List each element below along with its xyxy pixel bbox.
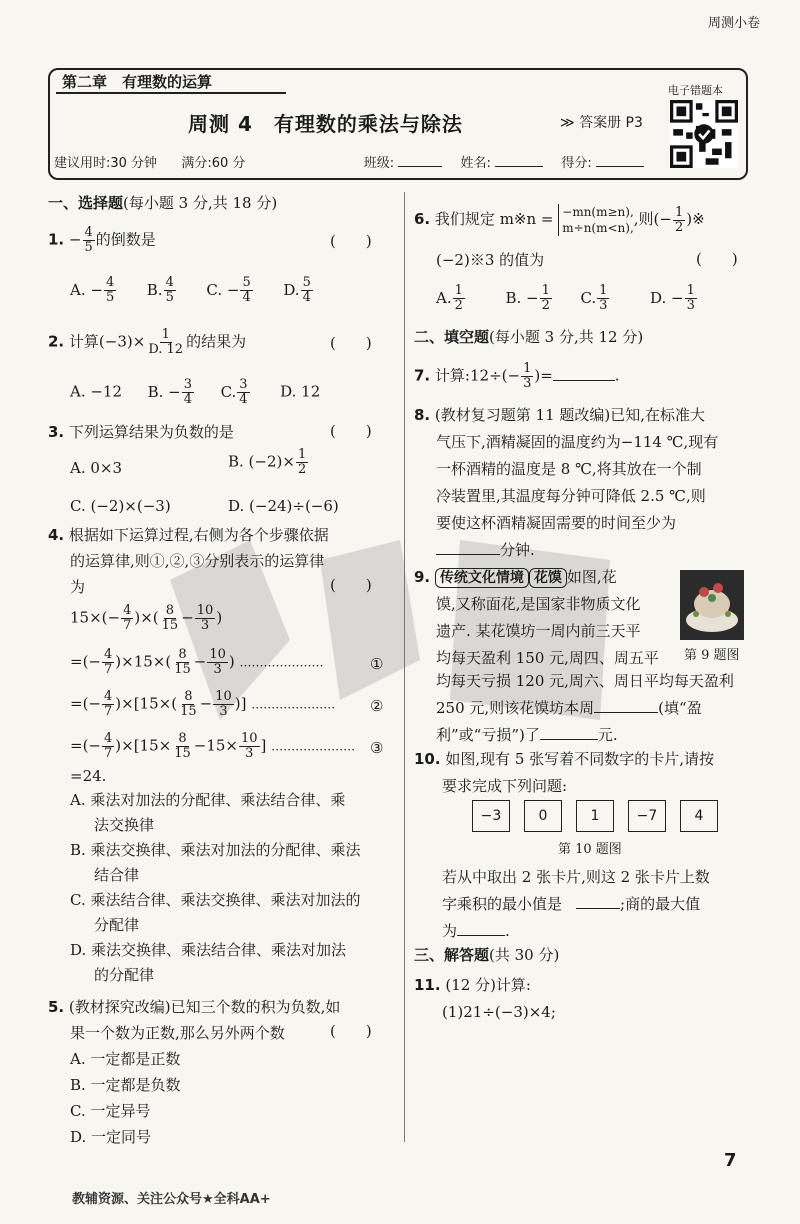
q1-option-b[interactable] <box>146 275 177 305</box>
q4-step0: 15×(− $\frac{4}{7}$ )×( $\frac{8}{15}$ − $\frac{10}{3}$ ) <box>70 603 223 633</box>
q3-option-d[interactable]: D. (−24)÷(−6) <box>228 497 339 515</box>
q6-text1: 我们规定 m※n = <box>434 210 554 228</box>
q1-d-label: D. <box>283 280 300 299</box>
q10-line4: 字乘积的最小值是 <box>442 895 563 913</box>
q10-figure-caption: 第 10 题图 <box>558 842 622 857</box>
q1-b-frac <box>164 276 176 305</box>
q4-a1: A. 乘法对加法的分配律、乘法结合律、乘 <box>70 791 346 809</box>
q6-number: 6. <box>414 210 431 228</box>
question-9 <box>414 564 684 672</box>
q9-line4: 均每天盈利 150 元,周四、周五平 <box>436 649 659 667</box>
chapter-underline <box>56 92 286 94</box>
q9-cont <box>436 668 756 749</box>
q3-option-b[interactable] <box>228 448 309 477</box>
q5-answer-paren[interactable]: ( ) <box>330 1022 372 1040</box>
q4-s3-f2d: 15 <box>174 746 191 761</box>
q5-line2: 果一个数为正数,那么另外两个数 <box>70 1024 285 1042</box>
q6-c-n: 1 <box>599 283 608 298</box>
q2-option-a[interactable]: A. −12 <box>70 382 123 401</box>
q4-option-d[interactable] <box>70 938 400 988</box>
q9-line7b: 元. <box>597 726 618 744</box>
suggest-time: 建议用时:30 分钟 <box>54 156 158 171</box>
q6-option-c[interactable] <box>580 283 610 313</box>
q3-answer-paren[interactable]: ( ) <box>330 422 372 440</box>
chapter-title: 第二章 有理数的运算 <box>62 73 213 91</box>
q6-b-n: 1 <box>541 283 550 298</box>
q10-line3: 若从中取出 2 张卡片,则这 2 张卡片上数 <box>442 868 710 886</box>
q6-a-d: 2 <box>454 298 463 313</box>
q1-c-d: 4 <box>242 290 251 305</box>
q5-option-c[interactable]: C. 一定异号 <box>70 1102 151 1120</box>
q1-c-n: 5 <box>242 275 251 290</box>
q4-s2-dots: ………………… <box>251 697 336 712</box>
question-11 <box>414 972 754 1026</box>
q6-d-n: 1 <box>686 283 695 298</box>
q7-text2: )= <box>534 366 553 385</box>
q2-options <box>70 378 390 407</box>
q4-step-end: =24. <box>70 767 107 785</box>
q7-end: . <box>614 366 620 385</box>
q3-b-n: 1 <box>297 447 307 462</box>
q1-a-frac <box>104 276 116 305</box>
q9-blank-2[interactable] <box>540 739 598 740</box>
q4-line2: 的运算律,则①,②,③分别表示的运算律 <box>70 552 325 570</box>
q6-d-d: 3 <box>686 298 695 313</box>
q9-line7: 利”或“亏损”)了 <box>436 726 540 744</box>
q3-option-a[interactable]: A. 0×3 <box>70 459 123 477</box>
q7-text1: 计算:12÷(− <box>434 366 521 385</box>
q6-c-label: C. <box>580 288 597 307</box>
score-blank[interactable] <box>596 166 644 167</box>
q4-b2: 结合律 <box>94 866 140 884</box>
q4-number: 4. <box>48 526 65 544</box>
q4-s0-f2d: 15 <box>161 618 179 633</box>
q7-answer-blank[interactable] <box>553 380 615 381</box>
name-blank[interactable] <box>495 166 543 167</box>
q6-piecewise <box>558 204 634 236</box>
q4-s1-f1n: 4 <box>104 647 113 662</box>
q4-s1-f1d: 7 <box>104 662 113 677</box>
q6-b-d: 2 <box>541 298 550 313</box>
q3-b-d: 2 <box>297 462 307 477</box>
q4-s3-f3 <box>239 732 260 761</box>
q4-s3-f1n: 4 <box>104 731 113 746</box>
q4-s0-f1n: 4 <box>123 603 132 618</box>
q4-s3-f1d: 7 <box>104 746 113 761</box>
top-tag: 周测小卷 <box>707 16 760 31</box>
q6-c-frac <box>597 284 609 313</box>
q6-options <box>436 284 756 313</box>
q2-option-b[interactable] <box>147 377 195 407</box>
q7-frac <box>521 362 533 391</box>
q10-line5: 为 <box>442 922 458 940</box>
page-number: 7 <box>724 1150 737 1171</box>
question-2 <box>48 328 246 357</box>
q4-b1: B. 乘法交换律、乘法对加法的分配律、乘法 <box>70 841 361 859</box>
q5-line1: (教材探究改编)已知三个数的积为负数,如 <box>68 998 341 1016</box>
q2-n: 1 <box>161 327 170 342</box>
q10-line1: 如图,现有 5 张写着不同数字的卡片,请按 <box>445 750 714 768</box>
q1-d-d: 4 <box>302 290 311 305</box>
q4-s3-f1 <box>102 732 114 761</box>
q4-s3-f2 <box>172 732 193 761</box>
q4-line1: 根据如下运算过程,右侧为各个步骤依据 <box>68 526 329 544</box>
q6-option-b[interactable] <box>505 283 552 313</box>
q4-s0-f3n: 10 <box>196 603 214 618</box>
q6-d: 2 <box>674 219 684 235</box>
q9-line6: 250 元,则该花馍坊本周 <box>436 699 595 717</box>
q1-c-label: C. − <box>206 280 240 299</box>
q3-text: 下列运算结果为负数的是 <box>68 423 234 441</box>
q4-c1: C. 乘法结合律、乘法交换律、乘法对加法的 <box>70 891 361 909</box>
q9-line6b: (填“盈 <box>658 699 702 717</box>
q4-s2-f2d: 15 <box>180 704 197 719</box>
q4-s3-dots: ………………… <box>271 739 356 754</box>
q4-option-a[interactable] <box>70 788 400 838</box>
q4-s1-f2d: 15 <box>174 662 191 677</box>
q4-s1-f2 <box>172 648 193 677</box>
q9-line5: 均每天亏损 120 元,周六、周日平均每天盈利 <box>436 672 734 690</box>
q4-s0-f1d: 7 <box>123 618 132 633</box>
q4-s3-f2n: 8 <box>178 731 187 746</box>
q1-a-label: A. − <box>70 280 103 299</box>
q2-c-n: 3 <box>239 377 248 392</box>
q11-line1: (12 分)计算: <box>445 976 531 994</box>
q1-b-label: B. <box>146 280 163 299</box>
q2-c-label: C. <box>220 382 237 401</box>
q6-d-frac <box>685 284 697 313</box>
q4-s3-a: =(− <box>70 736 101 755</box>
q6-option-a[interactable] <box>436 283 466 313</box>
q5-number: 5. <box>48 998 65 1016</box>
q10-blank-2[interactable] <box>457 935 505 936</box>
q3-b-frac <box>296 448 308 477</box>
q6-case1: −mn(m≥n), <box>562 205 634 219</box>
q9-line1: 如图,花 <box>566 568 617 586</box>
q1-a-d: 5 <box>105 290 115 305</box>
q4-s2-f2n: 8 <box>184 689 193 704</box>
card-1: −3 <box>472 800 510 832</box>
class-label: 班级: <box>363 156 395 171</box>
q4-mark-2: ② <box>370 697 384 715</box>
q4-mark-1: ① <box>370 655 384 673</box>
section-2-sub: (每小题 3 分,共 12 分) <box>489 328 644 346</box>
q1-text: 的倒数是 <box>95 230 156 249</box>
q4-option-c[interactable] <box>70 888 400 938</box>
q4-s0-f1 <box>121 604 133 633</box>
q7-d: 3 <box>523 376 532 391</box>
q6-a-frac <box>453 284 465 313</box>
q4-step3: =(− $\frac{4}{7}$ )×[15× $\frac{8}{15}$ −15× $\frac{10}{3}$ ] ………………… <box>70 731 356 761</box>
q1-fraction <box>83 226 95 255</box>
q9-tag-context: 传统文化情境 <box>435 568 529 588</box>
q7-number: 7. <box>414 366 431 385</box>
q1-answer-paren[interactable]: ( ) <box>330 232 372 250</box>
q7-n: 1 <box>523 361 532 376</box>
q2-c-d: 4 <box>239 392 248 407</box>
question-7 <box>414 362 620 391</box>
q5-option-d[interactable]: D. 一定同号 <box>70 1128 152 1146</box>
q1-number: 1. <box>48 230 65 249</box>
q10-line5b: . <box>505 922 510 940</box>
section-3-label: 三、解答题 <box>414 946 490 964</box>
q2-answer-paren[interactable]: ( ) <box>330 334 372 352</box>
q8-line5: 要使这杯酒精凝固需要的时间至少为 <box>436 514 677 532</box>
q4-s0-f2n: 8 <box>165 603 175 618</box>
q6-c-d: 3 <box>599 298 608 313</box>
section-3-title <box>414 944 559 965</box>
q2-text1: 计算(−3)× <box>68 332 146 351</box>
q4-a2: 法交换律 <box>94 816 155 834</box>
class-blank[interactable] <box>398 166 442 167</box>
section-1-label: 一、选择题 <box>48 194 124 212</box>
q4-step2: =(− $\frac{4}{7}$ )×[15×( $\frac{8}{15}$ − $\frac{10}{3}$ )] ………………… <box>70 689 336 719</box>
q4-s0-f3 <box>195 604 216 633</box>
q4-s1-f2n: 8 <box>178 647 187 662</box>
q5-option-a[interactable]: A. 一定都是正数 <box>70 1050 181 1068</box>
q1-lead: − <box>68 230 82 249</box>
q4-s2-f1n: 4 <box>104 689 113 704</box>
q2-option-d[interactable]: D. 12 <box>280 382 321 401</box>
q1-options <box>70 276 390 305</box>
q4-s2-f3d: 3 <box>219 704 228 719</box>
q4-mark-3: ③ <box>370 739 384 757</box>
q2-b-label: B. − <box>147 382 181 401</box>
q9-blank-1[interactable] <box>594 712 658 713</box>
q4-s0-a: 15×(− <box>70 608 121 627</box>
q9-figure-caption: 第 9 题图 <box>684 648 740 663</box>
q6-case2: m÷n(m<n), <box>562 221 634 235</box>
q4-s1-f1 <box>102 648 114 677</box>
q2-option-c[interactable] <box>220 377 251 407</box>
q6-option-d[interactable] <box>650 283 698 313</box>
q6-frac <box>673 206 685 235</box>
q1-d-n: 5 <box>302 275 311 290</box>
question-3 <box>48 420 234 444</box>
q4-d2: 的分配律 <box>94 966 155 984</box>
q1-option-a[interactable] <box>70 275 117 305</box>
q4-s0-f3d: 3 <box>200 618 210 633</box>
flower-bun-image <box>680 570 744 640</box>
q1-a-n: 4 <box>105 275 115 290</box>
q4-s2-f3 <box>213 690 234 719</box>
q4-s1-dots: ………………… <box>239 655 324 670</box>
q10-cont <box>442 864 762 945</box>
q4-s0-f2 <box>160 604 181 633</box>
section-1-title <box>48 192 277 213</box>
info-row <box>54 152 654 171</box>
q6-a-label: A. <box>436 288 452 307</box>
q1-option-c[interactable] <box>206 275 253 305</box>
section-2-title <box>414 326 643 347</box>
card-4: −7 <box>628 800 666 832</box>
q4-options <box>70 788 400 988</box>
name-label: 姓名: <box>460 156 491 171</box>
answer-reference: ≫ 答案册 P3 <box>560 115 643 131</box>
q1-b-n: 4 <box>165 275 174 290</box>
q10-line4b: ;商的最大值 <box>620 895 701 913</box>
full-score: 满分:60 分 <box>181 156 246 171</box>
q4-s1-a: =(− <box>70 652 101 671</box>
q1-frac-n: 4 <box>84 225 93 240</box>
question-8 <box>414 402 754 564</box>
q6-text3: )※ <box>686 210 705 228</box>
q11-line2: (1)21÷(−3)×4; <box>442 1003 556 1021</box>
q9-line2: 馍,又称面花,是国家非物质文化 <box>436 595 641 613</box>
section-3-sub: (共 30 分) <box>489 946 560 964</box>
q3-b-label: B. (−2)× <box>228 452 295 471</box>
q10-blank-1[interactable] <box>576 908 620 909</box>
q2-b-frac <box>182 378 194 407</box>
q4-s3-f3n: 10 <box>241 731 258 746</box>
q4-c2: 分配律 <box>94 916 140 934</box>
q4-s1-f3n: 10 <box>209 647 226 662</box>
q4-option-b[interactable] <box>70 838 400 888</box>
q4-s2-f1d: 7 <box>104 704 113 719</box>
q6-answer-paren[interactable]: ( ) <box>696 250 738 268</box>
q4-s2-f1 <box>102 690 114 719</box>
page-title: 周测 4 有理数的乘法与除法 <box>188 112 463 136</box>
q10-line2: 要求完成下列问题: <box>442 777 568 795</box>
q3-number: 3. <box>48 423 65 441</box>
q6-line2: (−2)※3 的值为 <box>436 251 545 269</box>
q11-number: 11. <box>414 976 441 994</box>
q8-line6: 分钟. <box>500 541 535 559</box>
q4-s1-f3d: 3 <box>213 662 222 677</box>
q2-b-d: 4 <box>183 392 193 407</box>
q4-line3: 为 <box>70 578 86 596</box>
qr-code-icon[interactable] <box>670 100 738 168</box>
column-divider <box>404 192 405 1142</box>
q5-option-b[interactable]: B. 一定都是负数 <box>70 1076 181 1094</box>
q6-b-frac <box>540 284 552 313</box>
q8-answer-blank[interactable] <box>436 554 500 555</box>
question-6 <box>414 204 754 236</box>
question-10 <box>414 746 754 800</box>
q2-number: 2. <box>48 332 65 351</box>
score-label: 得分: <box>561 156 592 171</box>
q6-d-label: D. − <box>650 288 684 307</box>
q9-tag-topic: 花馍 <box>529 568 567 588</box>
q9-number: 9. <box>414 568 431 586</box>
q1-b-d: 5 <box>165 290 174 305</box>
q1-frac-d: 5 <box>84 240 93 255</box>
q6-text2: ,则(− <box>633 210 672 228</box>
q8-number: 8. <box>414 406 431 424</box>
q4-s3-f3d: 3 <box>245 746 254 761</box>
q2-fraction <box>146 328 185 357</box>
q6-b-label: B. − <box>505 288 539 307</box>
q6-a-n: 1 <box>454 283 463 298</box>
question-1 <box>48 226 156 255</box>
card-5: 4 <box>680 800 718 832</box>
footer-promo: 教辅资源、关注公众号★全科AA+ <box>72 1192 271 1207</box>
q8-line3: 一杯酒精的温度是 8 ℃,将其放在一个制 <box>436 460 702 478</box>
q8-line4: 冷装置里,其温度每分钟可降低 2.5 ℃,则 <box>436 487 706 505</box>
q4-step1: =(− $\frac{4}{7}$ )×15×( $\frac{8}{15}$ − $\frac{10}{3}$ ) ………………… <box>70 647 324 677</box>
q3-option-c[interactable]: C. (−2)×(−3) <box>70 497 171 515</box>
q4-s2-f2 <box>178 690 199 719</box>
qr-label: 电子错题本 <box>668 84 723 97</box>
card-2: 0 <box>524 800 562 832</box>
q1-c-frac <box>240 276 252 305</box>
q10-number: 10. <box>414 750 441 768</box>
q1-option-d[interactable] <box>283 275 314 305</box>
q8-line2: 气压下,酒精凝固的温度约为−114 ℃,现有 <box>436 433 719 451</box>
q6-n: 1 <box>674 204 684 220</box>
q4-s2-f3n: 10 <box>215 689 232 704</box>
q8-line1: (教材复习题第 11 题改编)已知,在标准大 <box>434 406 706 424</box>
q4-s2-a: =(− <box>70 694 101 713</box>
q5-options <box>70 1046 181 1150</box>
section-1-sub: (每小题 3 分,共 18 分) <box>123 194 278 212</box>
q2-c-frac <box>237 378 249 407</box>
q4-answer-paren[interactable]: ( ) <box>330 576 372 594</box>
card-3: 1 <box>576 800 614 832</box>
section-2-label: 二、填空题 <box>414 328 490 346</box>
q9-line3: 遗产. 某花馍坊一周内前三天平 <box>436 622 641 640</box>
q2-d: D. 12 <box>148 342 184 357</box>
q1-d-frac <box>301 276 313 305</box>
q2-text2: 的结果为 <box>186 332 247 351</box>
q4-s1-f3 <box>207 648 228 677</box>
q4-d1: D. 乘法交换律、乘法结合律、乘法对加法 <box>70 941 347 959</box>
q2-b-n: 3 <box>183 377 193 392</box>
